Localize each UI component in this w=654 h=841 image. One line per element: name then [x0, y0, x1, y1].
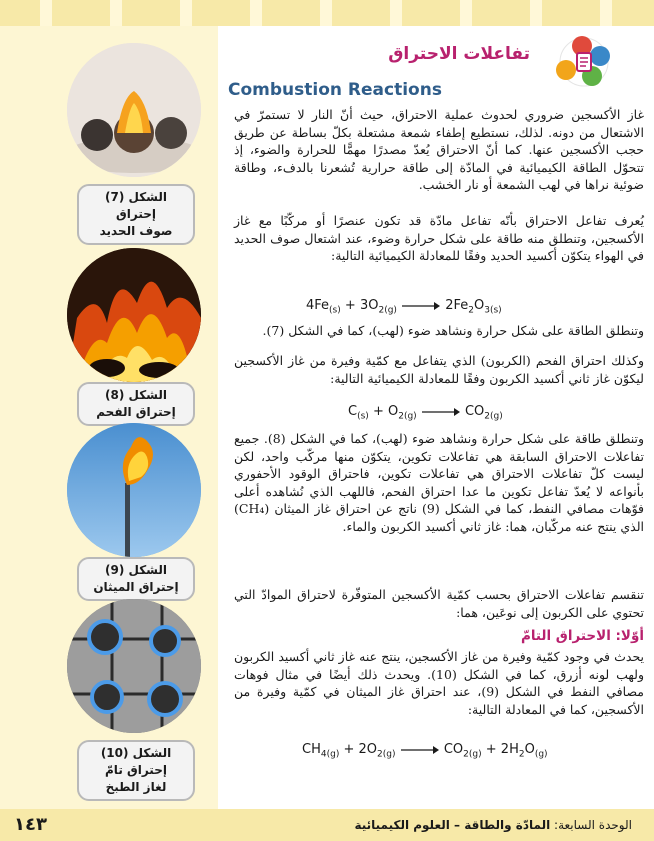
reaction-arrow-icon: [401, 301, 441, 311]
footer-band: [0, 809, 654, 841]
paragraph-formation-reactions: وتنطلق طاقة على شكل حرارة ونشاهد ضوء (لهب)، كما في الشكل (8). جميع تفاعلات الاحتراق السابقة هي تفاعلات تكوين، يتكوّن منها مركّب واحد، لكن ليست كلّ تفاعلات الاحتراق هي تفاعلات تكوين، فاحتراق الوقود الأحفوري بأنواعه لا يُعدّ تفاعل تكوين ما عدا احتراق الفحم، فاللهب الذي نُشاهده أعلى فوّهات مصافي النفط، كما في الشكل (9) ناتج عن احتراق غاز الميثان (CH₄) الذي ينتج عنه مركّبان، هما: غاز ثاني أكسيد الكربون والماء.: [234, 431, 645, 534]
subheading-complete-combustion: أوّلا: الاحتراق التامّ: [520, 628, 644, 644]
equation-carbon: $C_{(s)} + O_{2(g)}$ $CO_{2(g)}$: [348, 404, 503, 422]
figure-7-image: [67, 43, 201, 177]
figure-9-image: [67, 423, 201, 557]
caption-line: الشكل (10) إحتراق تامّ: [100, 746, 172, 777]
band-stripe: [40, 0, 52, 26]
equation-iron: $4Fe_{(s)} + 3O_{2(g)}$ $2Fe_2O_{3(s)}$: [306, 298, 502, 316]
paragraph-complete-combustion: يحدث في وجود كمّية وفيرة من غاز الأكسجين، ينتج عنه غاز ثاني أكسيد الكربون ولهب لونه أزرق، كما في الشكل (10). ويحدث ذلك أيضًا في مثال فوهات مصافي النفط في الشكل (9)، عند احتراق غاز الميثان في كمّية وفيرة من الأكسجين، كما في المعادلة التالية:: [234, 649, 644, 717]
gas-flare-illustration: [67, 423, 201, 557]
figure-9-caption: [77, 557, 195, 601]
band-stripe: [460, 0, 472, 26]
paragraph-combustion-types: تنقسم تفاعلات الاحتراق بحسب كمّية الأكسجين المتوفّرة لاحتراق الموادّ التي تحتوي على الكربون إلى نوعَين، هما:: [234, 587, 644, 620]
paragraph-oxygen-importance: غاز الأكسجين ضروري لحدوث عملية الاحتراق، حيث أنّ النار لا تستمرّ في الاشتعال من دونه. لذلك، نستطيع إطفاء شمعة مشتعلة بكلّ بساطة عن طريق حجب الأكسجين عنها. كما أنّ الاحتراق يُعدّ مصدرًا مهمًّا للحرارة والضوء، إذ تتحوّل الطاقة الكيميائية في المادّة إلى طاقة حرارية تُشعرنا بالدفء، وطاقة ضوئية نراها في لهب الشمعة أو نار الخشب.: [234, 107, 644, 193]
band-stripe: [110, 0, 122, 26]
paragraph-iron-energy: وتنطلق الطاقة على شكل حرارة ونشاهد ضوء (لهب)، كما في الشكل (7).: [262, 323, 644, 338]
figure-7-caption: [77, 184, 195, 245]
figure-10-caption: [77, 740, 195, 801]
page-number: ١٤٣: [14, 814, 47, 835]
coal-fire-illustration: [67, 248, 201, 382]
band-stripe: [390, 0, 402, 26]
unit-label: الوحدة السابعة:: [550, 818, 632, 832]
section-title: تفاعلات الاحتراق: [388, 44, 530, 64]
english-title: Combustion Reactions: [228, 80, 442, 100]
band-stripe: [530, 0, 542, 26]
equation-methane: $CH_{4(g)} + 2O_{2(g)}$ $CO_{2(g)} + 2H_2O_{(g)}$: [302, 742, 548, 760]
caption-line: صوف الحديد: [99, 224, 173, 238]
footer-unit: [354, 818, 632, 832]
reaction-arrow-icon: [421, 407, 461, 417]
band-stripe: [600, 0, 612, 26]
band-stripe: [250, 0, 262, 26]
caption-line: الشكل (8) إحتراق الفحم: [96, 388, 176, 419]
band-stripe: [180, 0, 192, 26]
band-stripe: [320, 0, 332, 26]
caption-line: لغاز الطبخ: [105, 780, 167, 794]
paragraph-coal-combustion: وكذلك احتراق الفحم (الكربون) الذي يتفاعل مع كمّية وفيرة من غاز الأكسجين ليكوّن غاز ثاني أكسيد الكربون وفقًا للمعادلة الكيميائية التالية:: [234, 353, 644, 386]
caption-line: الشكل (9) إحتراق الميثان: [93, 563, 179, 594]
figure-8-caption: [77, 382, 195, 426]
reaction-arrow-icon: [400, 745, 440, 755]
figure-8-image: [67, 248, 201, 382]
gas-stove-illustration: [67, 599, 201, 733]
paragraph-combustion-definition: يُعرف تفاعل الاحتراق بأنّه تفاعل مادّة قد تكون عنصرًا أو مركّبًا مع غاز الأكسجين، وتنطلق منه طاقة على شكل حرارة وضوء، عند اشتعال صوف الحديد في الهواء يتكوّن أكسيد الحديد وفقًا للمعادلة الكيميائية التالية:: [234, 213, 644, 264]
steel-wool-illustration: [67, 43, 201, 177]
top-band: [0, 0, 654, 26]
figure-10-image: [67, 599, 201, 733]
science-icon: [548, 30, 618, 90]
unit-title: المادّة والطاقة – العلوم الكيميائية: [354, 818, 551, 832]
caption-line: الشكل (7) إحتراق: [104, 190, 168, 221]
